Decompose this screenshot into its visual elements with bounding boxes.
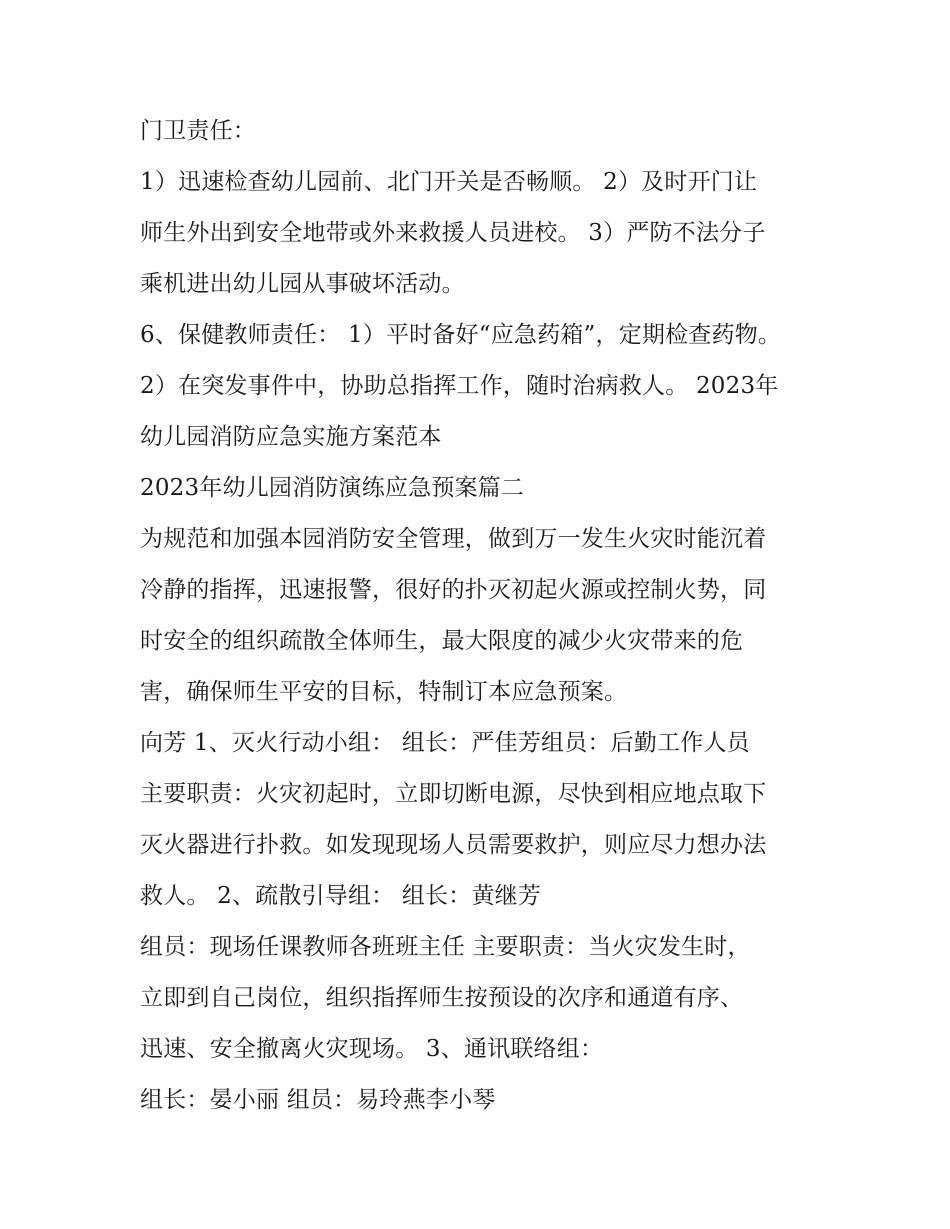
text-line: 2）在突发事件中，协助总指挥工作，随时治病救人。 2023年 (140, 373, 779, 399)
text-line: 冷静的指挥，迅速报警，很好的扑灭初起火源或控制火势，同 (140, 577, 767, 603)
text-line: 6、保健教师责任： 1）平时备好“应急药箱”，定期检查药物。 (140, 322, 782, 348)
section-heading: 2023年幼儿园消防演练应急预案篇二 (140, 475, 525, 501)
text-line: 立即到自己岗位，组织指挥师生按预设的次序和通道有序、 (140, 985, 744, 1011)
text-line: 救人。 2、疏散引导组： 组长：黄继芳 (140, 883, 542, 909)
text-line: 迅速、安全撤离火灾现场。 3、通讯联络组： (140, 1036, 604, 1062)
text-line: 幼儿园消防应急实施方案范本 (140, 424, 442, 450)
text-line: 乘机进出幼儿园从事破坏活动。 (140, 271, 465, 297)
text-line: 组长：晏小丽 组员：易玲燕李小琴 (140, 1087, 496, 1113)
text-line: 组员：现场任课教师各班班主任 主要职责：当火灾发生时， (140, 934, 751, 960)
text-line: 主要职责：火灾初起时，立即切断电源，尽快到相应地点取下 (140, 781, 767, 807)
text-line: 时安全的组织疏散全体师生，最大限度的减少火灾带来的危 (140, 628, 744, 654)
document-body (140, 106, 830, 1126)
text-line: 向芳 1、灭火行动小组： 组长：严佳芳组员：后勤工作人员 (140, 730, 750, 756)
text-line: 师生外出到安全地带或外来救援人员进校。 3）严防不法分子 (140, 220, 766, 246)
text-line: 害，确保师生平安的目标，特制订本应急预案。 (140, 679, 628, 705)
text-line: 为规范和加强本园消防安全管理，做到万一发生火灾时能沉着 (140, 526, 767, 552)
text-line: 1）迅速检查幼儿园前、北门开关是否畅顺。 2）及时开门让 (140, 169, 758, 195)
text-line: 灭火器进行扑救。如发现现场人员需要救护，则应尽力想办法 (140, 832, 767, 858)
text-line: 门卫责任： (140, 118, 256, 144)
